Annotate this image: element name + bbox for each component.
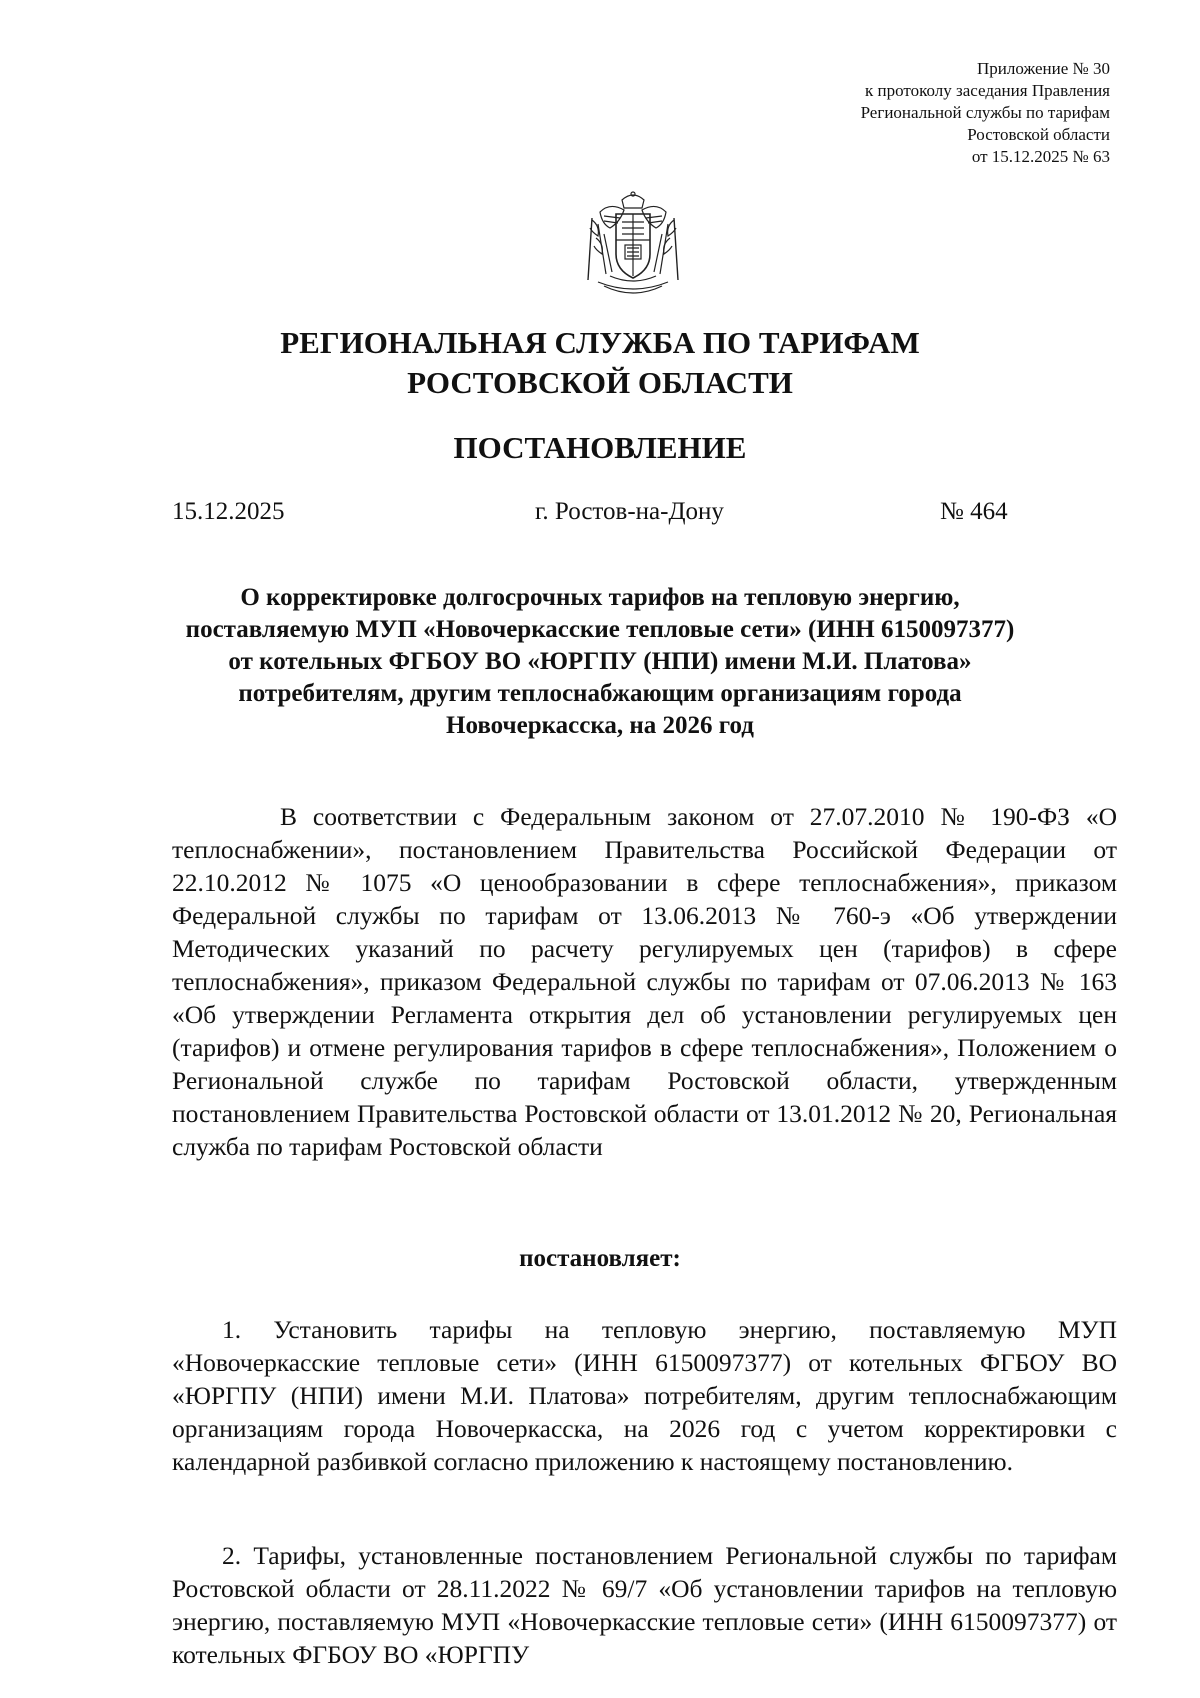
appendix-line: Региональной службы по тарифам <box>860 103 1110 122</box>
document-subject <box>150 582 1050 742</box>
appendix-line: от 15.12.2025 № 63 <box>971 147 1110 166</box>
resolution-item: 1. Установить тарифы на тепловую энергию, поставляемую МУП «Новочеркасские тепловые сети» (ИНН 6150097377) от котельных ФГБОУ ВО «ЮРГПУ (НПИ) имени М.И. Платова» потребителям, другим теплоснабжающим организациям города Новочеркасска, на 2026 год с учетом корректировки с календарной разбивкой согласно приложению к настоящему постановлению. <box>172 1315 1117 1476</box>
appendix-line: к протоколу заседания Правления <box>865 81 1110 100</box>
subject-line: поставляемую МУП «Новочеркасские тепловые сети» (ИНН 6150097377) <box>185 616 1015 643</box>
document-date: 15.12.2025 <box>172 498 285 525</box>
agency-name-line: РОСТОВСКОЙ ОБЛАСТИ <box>407 365 793 400</box>
document-number: № 464 <box>940 498 1008 525</box>
document-type: ПОСТАНОВЛЕНИЕ <box>453 430 747 465</box>
subject-line: О корректировке долгосрочных тарифов на тепловую энергию, <box>240 584 960 611</box>
document-city: г. Ростов-на-Дону <box>535 498 724 525</box>
appendix-line: Приложение № 30 <box>977 59 1110 78</box>
appendix-line: Ростовской области <box>967 125 1110 144</box>
subject-line: от котельных ФГБОУ ВО «ЮРГПУ (НПИ) имени М.И. Платова» <box>228 648 972 675</box>
agency-name-line: РЕГИОНАЛЬНАЯ СЛУЖБА ПО ТАРИФАМ <box>280 325 920 360</box>
resolution-item: 2. Тарифы, установленные постановлением Региональной службы по тарифам Ростовской области от 28.11.2022 № 69/7 «Об установлении тарифов на тепловую энергию, поставляемую МУП «Новочеркасские тепловые сети» (ИНН 6150097377) от котельных ФГБОУ ВО «ЮРГПУ <box>172 1541 1117 1669</box>
preamble-paragraph: В соответствии с Федеральным законом от 27.07.2010 № 190-ФЗ «О теплоснабжении», постановлением Правительства Российской Федерации от 22.10.2012 № 1075 «О ценообразовании в сфере теплоснабжения», приказом Федеральной службы по тарифам от 13.06.2013 № 760-э «Об утверждении Методических указаний по расчету регулируемых цен (тарифов) в сфере теплоснабжения», приказом Федеральной службы по тарифам от 07.06.2013 № 163 «Об утверждении Регламента открытия дел об установлении регулируемых цен (тарифов) и отмене регулирования тарифов в сфере теплоснабжения», Положением о Региональной службе по тарифам Ростовской области, утвержденным постановлением Правительства Ростовской области от 13.01.2012 № 20, Региональная служба по тарифам Ростовской области <box>172 802 1117 1161</box>
subject-line: потребителям, другим теплоснабжающим организациям города <box>238 680 962 707</box>
agency-name <box>0 323 1200 403</box>
coat-of-arms-icon <box>580 188 686 300</box>
appendix-note <box>861 58 1110 168</box>
subject-line: Новочеркасска, на 2026 год <box>446 712 754 739</box>
resolves-heading: постановляет: <box>519 1245 681 1272</box>
